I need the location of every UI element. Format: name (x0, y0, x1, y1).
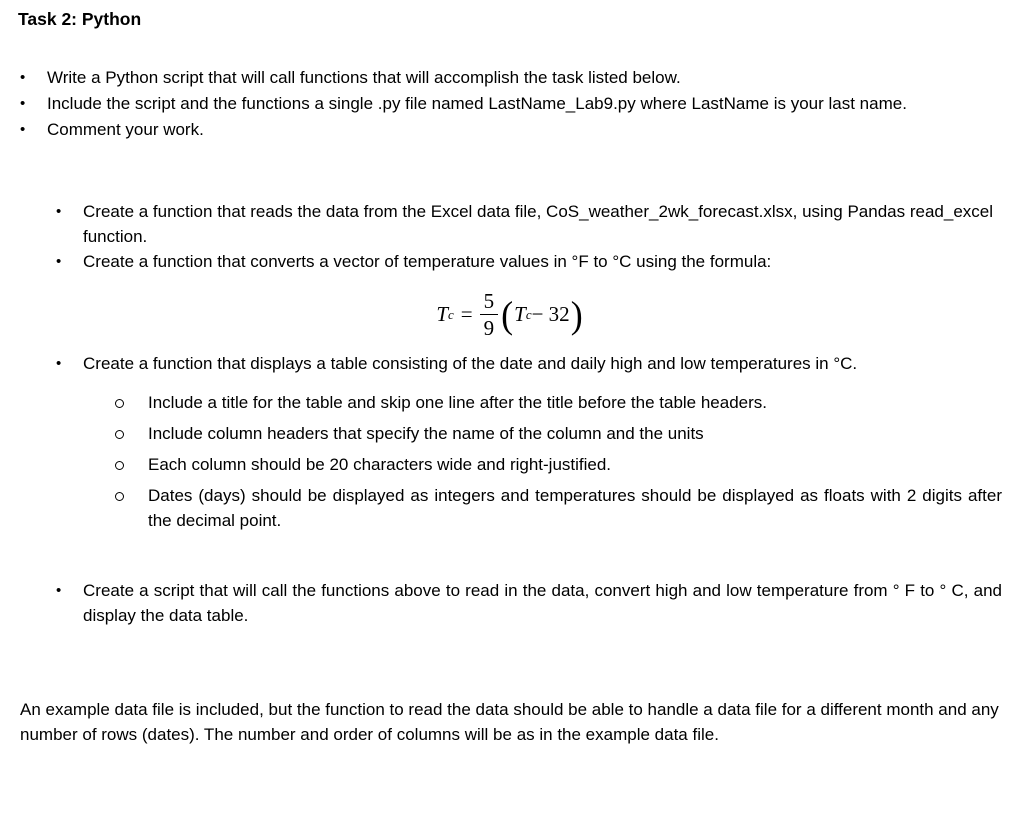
list-item (20, 117, 1002, 143)
page-title: Task 2: Python (18, 9, 142, 29)
list-item-text: Comment your work. (47, 120, 204, 139)
list-item (115, 452, 1002, 477)
list-item-text: Include a title for the table and skip one line after the title before the table headers. (148, 393, 768, 413)
list-item-text: Dates (days) should be displayed as integers and temperatures should be displayed as floats with 2 digits after the decimal point. (148, 486, 1002, 531)
task-bullet-list (56, 578, 1002, 628)
circle-bullet-icon (115, 421, 148, 446)
temperature-conversion-formula (18, 290, 1002, 339)
list-item (20, 65, 1002, 91)
formula-lhs-subscript: c (448, 307, 454, 323)
list-item (115, 483, 1002, 533)
top-bullet-list (20, 65, 1002, 143)
formula-rhs-subscript: c (525, 307, 532, 323)
list-item (20, 91, 1002, 117)
list-item (56, 351, 1002, 377)
task-bullet-list (56, 351, 1002, 377)
bullet-icon: • (56, 253, 62, 270)
circle-bullet-icon (115, 452, 148, 477)
list-item (56, 249, 1002, 275)
list-item (56, 578, 1002, 628)
formula-equals: = (460, 302, 473, 327)
list-item-text: Create a function that converts a vector of temperature values in °F to °C using the formula: (83, 252, 772, 271)
circle-bullet-icon (115, 483, 148, 508)
formula-lhs-variable: T (436, 302, 448, 327)
fraction-denominator: 9 (483, 316, 495, 341)
formula-open-paren: ( (501, 293, 514, 336)
formula-close-paren: ) (570, 293, 583, 336)
list-item (115, 421, 1002, 446)
bullet-icon: • (56, 355, 62, 373)
bullet-icon: • (20, 95, 26, 112)
bullet-icon: • (56, 582, 62, 600)
list-item-text: Include column headers that specify the name of the column and the units (148, 424, 704, 444)
bullet-icon: • (20, 121, 26, 138)
fraction-numerator: 5 (480, 290, 499, 315)
formula-rhs-variable: T (514, 302, 526, 327)
formula-fraction (480, 290, 499, 339)
list-item (56, 199, 1002, 249)
bullet-icon: • (56, 203, 62, 220)
list-item-text: Create a script that will call the functions above to read in the data, convert high and low temperature from ° F to ° C, and display the data table. (83, 581, 1002, 626)
formula-rhs-tail: − 32 (531, 302, 570, 327)
list-item (115, 390, 1002, 415)
closing-paragraph: An example data file is included, but the function to read the data should be able to handle a data file for a different month and any number of rows (dates). The number and order of columns will be as in the example data file. (20, 700, 999, 745)
list-item-text: Include the script and the functions a single .py file named LastName_Lab9.py where LastName is your last name. (47, 94, 907, 113)
sub-bullet-list (115, 390, 1002, 533)
list-item-text: Write a Python script that will call functions that will accomplish the task listed below. (47, 68, 681, 87)
bullet-icon: • (20, 69, 26, 86)
task-bullet-list (56, 199, 1002, 275)
list-item-text: Each column should be 20 characters wide and right-justified. (148, 455, 612, 475)
list-item-text: Create a function that reads the data from the Excel data file, CoS_weather_2wk_forecast.xlsx, using Pandas read_excel function. (83, 202, 994, 246)
circle-bullet-icon (115, 390, 148, 415)
list-item-text: Create a function that displays a table consisting of the date and daily high and low temperatures in °C. (83, 354, 858, 374)
